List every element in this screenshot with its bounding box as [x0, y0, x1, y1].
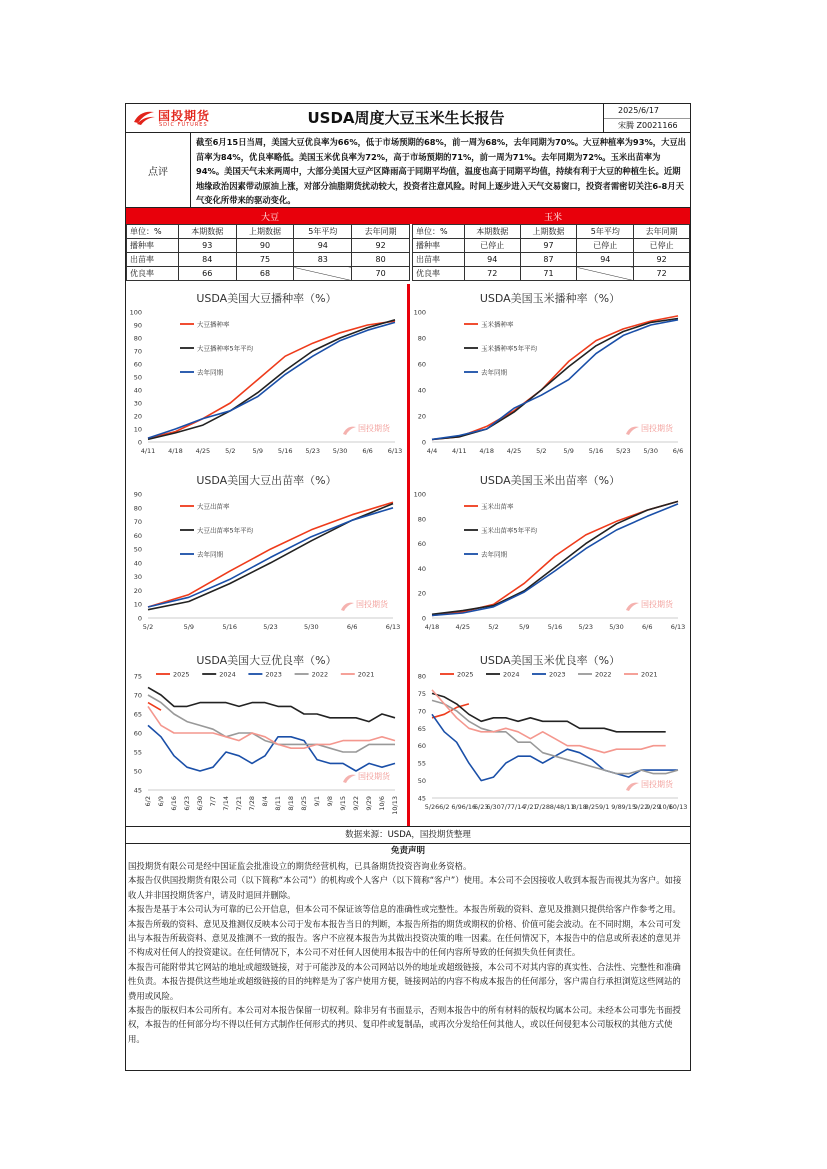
- row-label: 优良率: [127, 267, 179, 281]
- legend-label: 2024: [219, 670, 236, 679]
- x-tick-label: 9/1: [598, 803, 610, 811]
- table-header-cell: 本期数据: [464, 225, 520, 239]
- x-tick-label: 5/2: [536, 447, 547, 455]
- y-tick-label: 80: [133, 504, 142, 513]
- y-tick-label: 100: [413, 308, 426, 317]
- table-cell: [294, 267, 352, 281]
- report-page: [125, 103, 691, 1071]
- y-tick-label: 30: [133, 399, 142, 408]
- table-header-cell: 上期数据: [236, 225, 294, 239]
- section-bar: [126, 208, 690, 224]
- table-cell: 92: [634, 253, 690, 267]
- chart-title: USDA美国大豆播种率（%）: [196, 292, 337, 305]
- y-tick-label: 65: [417, 724, 426, 733]
- x-tick-label: 8/25: [584, 803, 600, 811]
- x-tick-label: 4/11: [452, 447, 467, 455]
- x-tick-label: 6/6: [346, 623, 358, 631]
- table-row: [413, 267, 690, 281]
- y-tick-label: 30: [133, 573, 142, 582]
- x-tick-label: 9/22: [633, 803, 649, 811]
- disclaimer-body: [128, 859, 688, 1046]
- x-tick-label: 4/18: [168, 447, 183, 455]
- y-tick-label: 20: [133, 412, 142, 421]
- table-cell: 92: [352, 239, 410, 253]
- table-cell: 已停止: [577, 239, 634, 253]
- x-tick-label: 8/4: [549, 803, 561, 811]
- chart-svg: [410, 466, 690, 646]
- report-meta: [603, 104, 690, 132]
- x-tick-label: 5/9: [563, 447, 574, 455]
- legend-label: 大豆出苗率: [197, 502, 230, 511]
- series-line: [148, 321, 395, 438]
- x-tick-label: 6/23: [473, 803, 489, 811]
- y-tick-label: 40: [133, 559, 142, 568]
- x-tick-label: 9/29: [646, 803, 661, 811]
- y-tick-label: 45: [133, 786, 142, 795]
- y-tick-label: 0: [137, 438, 142, 447]
- chart-svg: [126, 646, 407, 826]
- legend-label: 2023: [265, 670, 282, 679]
- y-tick-label: 60: [133, 729, 142, 738]
- legend-label: 2025: [457, 670, 474, 679]
- x-tick-label: 8/18: [287, 796, 295, 811]
- series-line: [148, 508, 393, 607]
- x-tick-label: 5/23: [305, 447, 320, 455]
- x-tick-label: 9/15: [339, 796, 347, 811]
- table-header-cell: 去年同期: [352, 225, 410, 239]
- x-tick-label: 6/30: [196, 796, 204, 811]
- x-tick-label: 5/9: [252, 447, 264, 455]
- table-cell: 93: [178, 239, 236, 253]
- x-tick-label: 6/2: [144, 796, 152, 807]
- legend-label: 大豆播种率5年平均: [197, 344, 254, 353]
- row-label: 优良率: [413, 267, 465, 281]
- table-cell: 83: [294, 253, 352, 267]
- y-tick-label: 20: [133, 586, 142, 595]
- table-cell: 97: [520, 239, 577, 253]
- watermark-text: 国投期货: [641, 780, 673, 789]
- x-tick-label: 8/11: [559, 803, 575, 811]
- y-tick-label: 10: [133, 425, 142, 434]
- chart-title: USDA美国大豆优良率（%）: [196, 654, 337, 667]
- y-tick-label: 40: [417, 564, 426, 573]
- x-tick-label: 6/2: [439, 803, 450, 811]
- y-tick-label: 60: [417, 742, 426, 751]
- row-label: 出苗率: [413, 253, 465, 267]
- table-header-cell: 5年平均: [294, 225, 352, 239]
- table-row: [127, 239, 410, 253]
- logo-subtext: SDIC FUTURES: [159, 122, 208, 128]
- disclaimer-paragraph: 本报告可能附带其它网站的地址或超级链接，对于可能涉及的本公司网站以外的地址或超级链接，本公司不对其内容的真实性、合法性、完整性和准确性负责。本报告提供这些地址或超级链接的目的纯粹是为了客户使用方便，链接网站的内容不构成本报告的任何部分，客户需自行承担浏览这些网站的费用或风险。: [128, 961, 681, 1001]
- table-cell: 87: [520, 253, 577, 267]
- watermark-text: 国投期货: [641, 424, 673, 433]
- table-header-cell: 上期数据: [520, 225, 577, 239]
- row-label: 播种率: [413, 239, 465, 253]
- chart-title: USDA美国玉米出苗率（%）: [479, 474, 621, 487]
- x-tick-label: 9/8: [326, 796, 334, 807]
- x-tick-label: 9/1: [313, 796, 321, 807]
- analyst-name: 宋腾 Z0021166: [618, 121, 678, 130]
- table-row: [127, 267, 410, 281]
- soy-condition-chart: [126, 646, 407, 826]
- chart-title: USDA美国大豆出苗率（%）: [196, 474, 337, 487]
- x-tick-label: 5/2: [142, 623, 154, 631]
- soy-section-title: 大豆: [261, 213, 280, 223]
- report-header: [126, 104, 690, 133]
- series-line: [148, 320, 395, 440]
- x-tick-label: 7/7: [209, 796, 217, 807]
- table-cell: 68: [236, 267, 294, 281]
- chart-svg: [410, 646, 690, 826]
- y-tick-label: 45: [417, 794, 426, 803]
- chart-title: USDA美国玉米优良率（%）: [479, 654, 621, 667]
- y-tick-label: 80: [417, 334, 426, 343]
- disclaimer-paragraph: 本报告仅供国投期货有限公司（以下简称“本公司”）的机构或个人客户（以下简称“客户”）使用。本公司不会因接收人收到本报告而视其为客户。如接收人并非国投期货客户，请及时退回并删除。: [128, 875, 682, 900]
- table-cell: 80: [352, 253, 410, 267]
- table-cell: 66: [178, 267, 236, 281]
- y-tick-label: 100: [413, 490, 426, 499]
- x-tick-label: 5/9: [183, 623, 195, 631]
- x-tick-label: 6/9: [157, 796, 165, 807]
- disclaimer-paragraph: 国投期货有限公司是经中国证监会批准设立的期货经营机构，已具备期货投资咨询业务资格。: [128, 861, 472, 871]
- legend-label: 玉米播种率5年平均: [481, 344, 538, 353]
- y-tick-label: 60: [133, 531, 142, 540]
- watermark-text: 国投期货: [358, 424, 390, 433]
- x-tick-label: 7/14: [222, 796, 230, 811]
- y-tick-label: 60: [417, 360, 426, 369]
- x-tick-label: 5/16: [588, 447, 604, 455]
- legend-label: 2021: [357, 670, 375, 679]
- legend-label: 去年同期: [197, 368, 223, 377]
- logo-mark-icon: [132, 108, 156, 126]
- x-tick-label: 6/9: [451, 803, 462, 811]
- y-tick-label: 100: [129, 308, 142, 317]
- legend-label: 玉米出苗率: [481, 502, 514, 511]
- chart-title: USDA美国玉米播种率（%）: [479, 292, 621, 305]
- x-tick-label: 10/13: [668, 803, 688, 811]
- y-tick-label: 80: [417, 672, 426, 681]
- x-tick-label: 5/16: [222, 623, 237, 631]
- comment-section: [126, 133, 690, 208]
- x-tick-label: 7/7: [500, 803, 512, 811]
- soy-table: [126, 224, 410, 281]
- x-tick-label: 10/13: [391, 796, 399, 815]
- chart-svg: [126, 284, 407, 466]
- legend-label: 2024: [503, 670, 520, 679]
- x-tick-label: 8/11: [274, 796, 282, 811]
- y-tick-label: 60: [417, 540, 426, 549]
- y-tick-label: 20: [417, 589, 426, 598]
- y-tick-label: 80: [133, 334, 142, 343]
- x-tick-label: 5/23: [616, 447, 631, 455]
- x-tick-label: 5/9: [519, 623, 530, 631]
- legend-label: 2021: [641, 670, 658, 679]
- legend-label: 去年同期: [481, 368, 507, 377]
- legend-label: 2022: [311, 670, 329, 679]
- company-logo: [132, 106, 252, 130]
- x-tick-label: 7/28: [248, 796, 256, 811]
- watermark-icon: [343, 775, 356, 783]
- series-line: [432, 319, 678, 440]
- table-header-cell: 单位：%: [127, 225, 179, 239]
- x-tick-label: 6/23: [183, 796, 191, 811]
- table-cell: 94: [464, 253, 520, 267]
- watermark-text: 国投期货: [356, 600, 388, 609]
- report-date: 2025/6/17: [604, 104, 690, 119]
- table-header-cell: 去年同期: [634, 225, 690, 239]
- x-tick-label: 6/13: [387, 447, 403, 455]
- table-header-cell: 单位：%: [413, 225, 465, 239]
- x-tick-label: 10/6: [658, 803, 674, 811]
- y-tick-label: 50: [133, 373, 142, 382]
- table-cell: [577, 267, 634, 281]
- legend-label: 2023: [549, 670, 566, 679]
- x-tick-label: 7/21: [235, 796, 243, 811]
- x-tick-label: 10/6: [378, 796, 386, 811]
- x-tick-label: 9/29: [365, 796, 373, 811]
- legend-label: 大豆出苗率5年平均: [197, 526, 254, 535]
- watermark-icon: [343, 427, 356, 435]
- table-cell: 84: [178, 253, 236, 267]
- x-tick-label: 6/30: [486, 803, 501, 811]
- disclaimer-paragraph: 本报告是基于本公司认为可靠的已公开信息，但本公司不保证该等信息的准确性或完整性。本报告所载的资料、意见及推测只提供给客户作参考之用。本报告所载的资料、意见及推测仅反映本公司于发布本报告当日的判断，本报告所指的期货或期权的价格、价值可能会波动。在不同时期，本公司可发出与本报告所载资料、意见及推测不一致的报告。客户不应视本报告为其做出投资决策的唯一因素。在任何情况下，本报告中的信息或所表述的意见并不构成对任何人的投资建议。在任何情况下，本公司不对任何人因使用本报告中的任何内容所导致的任何损失负任何责任。: [128, 904, 681, 958]
- row-label: 播种率: [127, 239, 179, 253]
- legend-label: 大豆播种率: [197, 320, 230, 329]
- x-tick-label: 6/13: [670, 623, 686, 631]
- x-tick-label: 5/23: [263, 623, 278, 631]
- series-line: [148, 687, 395, 721]
- table-cell: 90: [236, 239, 294, 253]
- table-row: [127, 253, 410, 267]
- x-tick-label: 5/16: [547, 623, 563, 631]
- y-tick-label: 0: [421, 614, 426, 623]
- legend-label: 2025: [173, 670, 190, 679]
- y-tick-label: 60: [133, 360, 142, 369]
- x-tick-label: 4/25: [506, 447, 522, 455]
- x-tick-label: 7/21: [523, 803, 538, 811]
- x-tick-label: 7/14: [510, 803, 526, 811]
- table-header-row: [127, 225, 410, 239]
- y-tick-label: 50: [417, 777, 426, 786]
- table-cell: 71: [520, 267, 577, 281]
- x-tick-label: 4/11: [140, 447, 156, 455]
- y-tick-label: 40: [133, 386, 142, 395]
- x-tick-label: 6/6: [642, 623, 653, 631]
- table-header-row: [413, 225, 690, 239]
- watermark-icon: [341, 603, 354, 611]
- y-tick-label: 40: [417, 386, 426, 395]
- x-tick-label: 5/30: [643, 447, 658, 455]
- comment-label: 点评: [126, 133, 191, 207]
- disclaimer-paragraph: 本报告的版权归本公司所有。本公司对本报告保留一切权利。除非另有书面显示，否则本报告中的所有材料的版权均属本公司。未经本公司事先书面授权，本报告的任何部分均不得以任何方式制作任何形式的拷贝、复印件或复制品，或再次分发给任何其他人，或以任何侵犯本公司版权的其他方式使用。: [128, 1005, 681, 1044]
- data-source: 数据来源：USDA，国投期货整理: [126, 826, 690, 843]
- table-cell: 70: [352, 267, 410, 281]
- corn-table: [412, 224, 690, 281]
- row-label: 出苗率: [127, 253, 179, 267]
- table-cell: 94: [294, 239, 352, 253]
- table-cell: 75: [236, 253, 294, 267]
- x-tick-label: 8/25: [300, 796, 308, 811]
- watermark-icon: [626, 603, 639, 611]
- x-tick-label: 6/13: [385, 623, 401, 631]
- report-title: USDA周度大豆玉米生长报告: [307, 109, 505, 127]
- table-cell: 已停止: [634, 239, 690, 253]
- y-tick-label: 75: [133, 672, 142, 681]
- series-line: [148, 695, 395, 752]
- soy-emergence-chart: [126, 466, 407, 646]
- table-cell: 已停止: [464, 239, 520, 253]
- x-tick-label: 4/18: [424, 623, 440, 631]
- x-tick-label: 4/4: [426, 447, 438, 455]
- y-tick-label: 90: [133, 490, 142, 499]
- x-tick-label: 5/30: [332, 447, 348, 455]
- x-tick-label: 9/15: [621, 803, 637, 811]
- corn-condition-chart: [410, 646, 690, 826]
- corn-emergence-chart: [410, 466, 690, 646]
- y-tick-label: 80: [417, 515, 426, 524]
- y-tick-label: 0: [421, 438, 426, 447]
- series-line: [432, 504, 678, 616]
- table-header-cell: 5年平均: [577, 225, 634, 239]
- y-tick-label: 70: [133, 347, 142, 356]
- x-tick-label: 6/16: [461, 803, 477, 811]
- x-tick-label: 9/8: [611, 803, 622, 811]
- x-tick-label: 6/16: [170, 796, 178, 811]
- logo-text: 国投期货: [158, 109, 211, 123]
- legend-label: 玉米出苗率5年平均: [481, 526, 538, 535]
- x-tick-label: 6/6: [672, 447, 684, 455]
- x-tick-label: 5/16: [277, 447, 293, 455]
- watermark-text: 国投期货: [358, 772, 390, 781]
- x-tick-label: 5/26: [424, 803, 440, 811]
- watermark-icon: [626, 427, 639, 435]
- corn-planting-chart: [410, 284, 690, 466]
- x-tick-label: 7/28: [535, 803, 551, 811]
- disclaimer-title: 免责声明: [126, 843, 690, 858]
- table-cell: 72: [634, 267, 690, 281]
- corn-section-title: 玉米: [544, 213, 563, 223]
- x-tick-label: 4/25: [195, 447, 211, 455]
- x-tick-label: 8/18: [572, 803, 587, 811]
- y-tick-label: 10: [133, 600, 142, 609]
- table-cell: 94: [577, 253, 634, 267]
- y-tick-label: 65: [133, 710, 142, 719]
- y-tick-label: 55: [417, 759, 426, 768]
- watermark-icon: [626, 783, 639, 791]
- table-row: [413, 239, 690, 253]
- y-tick-label: 70: [133, 691, 142, 700]
- y-tick-label: 70: [133, 518, 142, 527]
- x-tick-label: 4/25: [455, 623, 471, 631]
- legend-label: 2022: [595, 670, 612, 679]
- x-tick-label: 5/2: [225, 447, 236, 455]
- legend-label: 玉米播种率: [481, 320, 514, 329]
- x-tick-label: 9/22: [352, 796, 360, 811]
- y-tick-label: 50: [133, 545, 142, 554]
- series-line: [432, 320, 678, 440]
- x-tick-label: 6/6: [362, 447, 373, 455]
- table-cell: 72: [464, 267, 520, 281]
- y-tick-label: 50: [133, 767, 142, 776]
- x-tick-label: 5/2: [488, 623, 499, 631]
- y-tick-label: 75: [417, 689, 426, 698]
- x-tick-label: 5/23: [578, 623, 594, 631]
- chart-svg: [126, 466, 407, 646]
- y-tick-label: 20: [417, 412, 426, 421]
- y-tick-label: 55: [133, 748, 142, 757]
- legend-label: 去年同期: [481, 550, 507, 559]
- x-tick-label: 5/30: [304, 623, 319, 631]
- y-tick-label: 0: [137, 614, 142, 623]
- y-tick-label: 70: [417, 707, 426, 716]
- soy-planting-chart: [126, 284, 407, 466]
- x-tick-label: 4/18: [479, 447, 494, 455]
- chart-svg: [410, 284, 690, 466]
- series-line: [148, 322, 395, 438]
- table-row: [413, 253, 690, 267]
- watermark-text: 国投期货: [641, 600, 673, 609]
- x-tick-label: 8/4: [261, 796, 269, 807]
- table-header-cell: 本期数据: [178, 225, 236, 239]
- y-tick-label: 90: [133, 321, 142, 330]
- legend-label: 去年同期: [197, 550, 223, 559]
- x-tick-label: 5/30: [609, 623, 624, 631]
- comment-text: 截至6月15日当周，美国大豆优良率为66%，低于市场预期的68%，前一周为68%，去年同期为70%。大豆种植率为93%，大豆出苗率为84%，优良率略低。美国玉米优良率为72%，高于市场预期的71%，前一周为71%。去年同期为72%。玉米出苗率为94%。美国天气未来两周中，大部分美国大豆产区降雨高于同期平均值，温度也高于同期平均值，持续有利于大豆的种植生长。近期地缘政治因素带动原油上涨，对部分油脂期货扰动较大，投资者注意风险。时间上逐步进入天气交易窗口，投资者需密切关注6-8月天气变化所带来的驱动变化。: [196, 137, 686, 205]
